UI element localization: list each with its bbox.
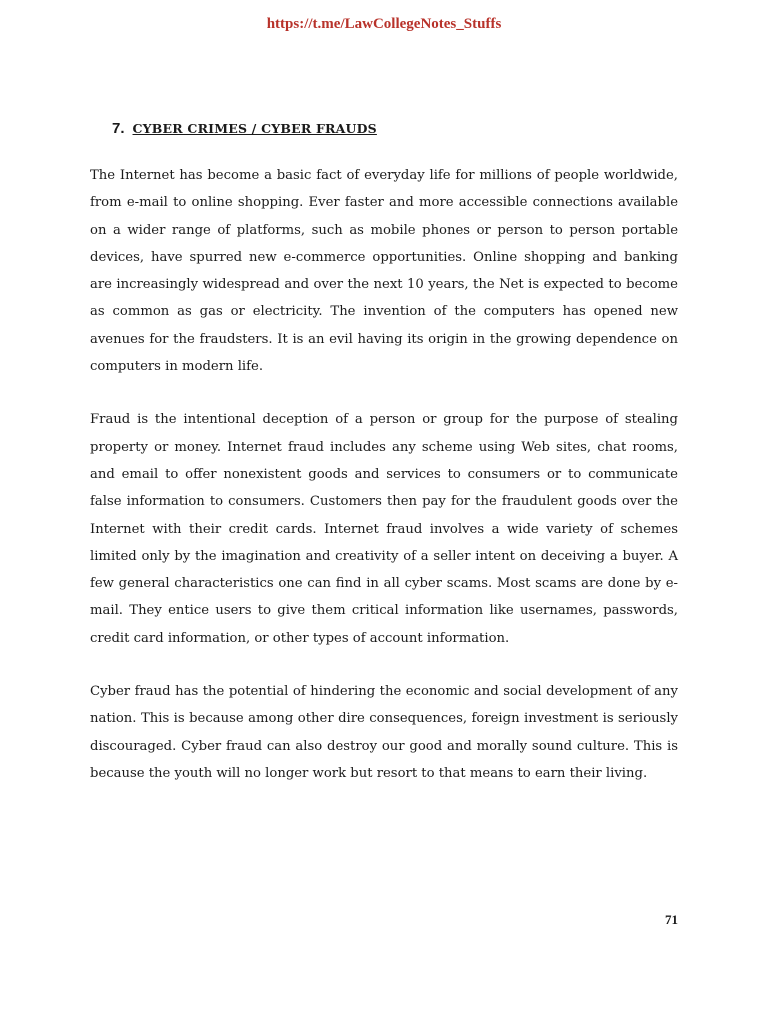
paragraph-intro: The Internet has become a basic fact of everyday life for millions of people worldwide, from e-mail to online shopping. Ever faster and more accessible connections available on a wider range of platforms, such as mobile phones or person to person portable devices, have spurred new e-commerce opportunities. Online shopping and banking are increasingly widespread and over the next 10 years, the Net is expected to become as common as gas or electricity. The invention of the computers has opened new avenues for the fraudsters. It is an evil having its origin in the growing dependence on computers in modern life. (90, 168, 678, 375)
paragraph-fraud-definition: Fraud is the intentional deception of a person or group for the purpose of stealing property or money. Internet fraud includes any scheme using Web sites, chat rooms, and email to offer nonexistent goods and services to consumers or to communicate false information to consumers. Customers then pay for the fraudulent goods over the Internet with their credit cards. Internet fraud involves a wide variety of schemes limited only by the imagination and creativity of a seller intent on deceiving a buyer. A few general characteristics one can find in all cyber scams. Most scams are done by e-mail. They entice users to give them critical information like usernames, passwords, credit card information, or other types of account information. (90, 412, 678, 646)
section-heading (112, 120, 377, 137)
section-title: CYBER CRIMES / CYBER FRAUDS (132, 121, 377, 136)
header-link[interactable]: https://t.me/LawCollegeNotes_Stuffs (266, 16, 502, 32)
page-number: 71 (665, 912, 678, 927)
body-text (90, 162, 678, 813)
section-number: 7. (112, 120, 125, 137)
paragraph-consequences: Cyber fraud has the potential of hindering the economic and social development of any nation. This is because among other dire consequences, foreign investment is seriously discouraged. Cyber fraud can also destroy our good and morally sound culture. This is because the youth will no longer work but resort to that means to earn their living. (90, 684, 678, 781)
